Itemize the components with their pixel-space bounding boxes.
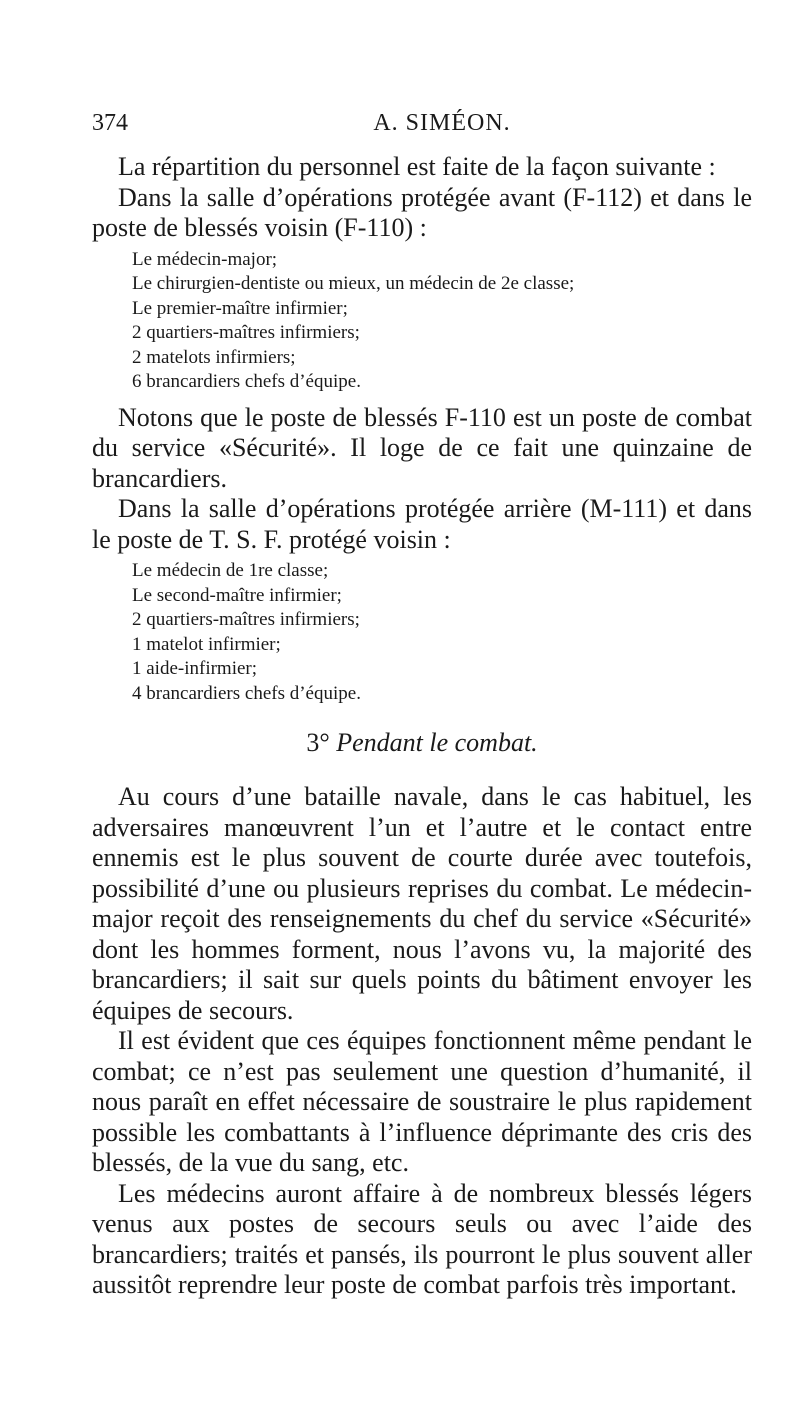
- running-head: A. SIMÉON.: [373, 110, 511, 136]
- section-heading: [92, 728, 752, 758]
- paragraph-battle: Au cours d’une bataille navale, dans le cas habituel, les adversaires manœuvrent l’un et l’autre et le contact entre ennemis est le plus souvent de courte durée avec toutefois, possibilité d’une ou plusieurs reprises du combat. Le médecin-major reçoit des renseignements du chef du service «Sécurité» dont les hommes forment, nous l’avons vu, la majorité des brancardiers; il sait sur quels points du bâtiment envoyer les équipes de secours.: [92, 782, 752, 1025]
- list-item: Le médecin de 1re classe;: [132, 560, 329, 581]
- list-item: 2 matelots infirmiers;: [132, 346, 296, 368]
- list-item: 6 brancardiers chefs d’équipe.: [132, 371, 361, 392]
- section-title: Pendant le combat.: [336, 728, 538, 757]
- list-item: 1 matelot infirmier;: [132, 633, 281, 655]
- paragraph-rear-station: Dans la salle d’opérations protégée arrière (M-111) et dans le poste de T. S. F. protégé voisin :: [92, 494, 752, 554]
- list-item: 4 brancardiers chefs d’équipe.: [132, 682, 361, 704]
- list-item: Le médecin-major;: [132, 248, 278, 270]
- paragraph-wounded: Les médecins auront affaire à de nombreux blessés légers venus aux postes de secours seuls ou avec l’aide des brancardiers; traités et pansés, ils pourront le plus souvent aller aussitôt reprendre leur poste de combat parfois très important.: [92, 1178, 752, 1299]
- section-number: 3°: [306, 728, 330, 757]
- staff-list-rear: [132, 559, 752, 706]
- page-body: [92, 152, 752, 1301]
- page-header: [92, 110, 752, 144]
- list-item: Le second-maître infirmier;: [132, 584, 342, 606]
- list-item: Le premier-maître infirmier;: [132, 297, 348, 319]
- page-number: 374: [92, 110, 128, 136]
- paragraph-note: Notons que le poste de blessés F-110 est un poste de combat du service «Sécurité». Il loge de ce fait une quinzaine de brancardiers.: [92, 402, 752, 493]
- list-item: Le chirurgien-dentiste ou mieux, un médecin de 2e classe;: [132, 273, 575, 294]
- staff-list-front: [132, 248, 752, 395]
- paragraph-intro: La répartition du personnel est faite de la façon suivante :: [118, 152, 716, 181]
- list-item: 2 quartiers-maîtres infirmiers;: [132, 322, 360, 343]
- paragraph-teams: Il est évident que ces équipes fonctionnent même pendant le combat; ce n’est pas seulement une question d’humanité, il nous paraît en effet nécessaire de soustraire le plus rapidement possible les combattants à l’influence déprimante des cris des blessés, de la vue du sang, etc.: [92, 1026, 752, 1177]
- list-item: 2 quartiers-maîtres infirmiers;: [132, 609, 360, 630]
- paragraph-front-station: Dans la salle d’opérations protégée avant (F-112) et dans le poste de blessés voisin (F-110) :: [92, 182, 752, 242]
- list-item: 1 aide-infirmier;: [132, 658, 258, 679]
